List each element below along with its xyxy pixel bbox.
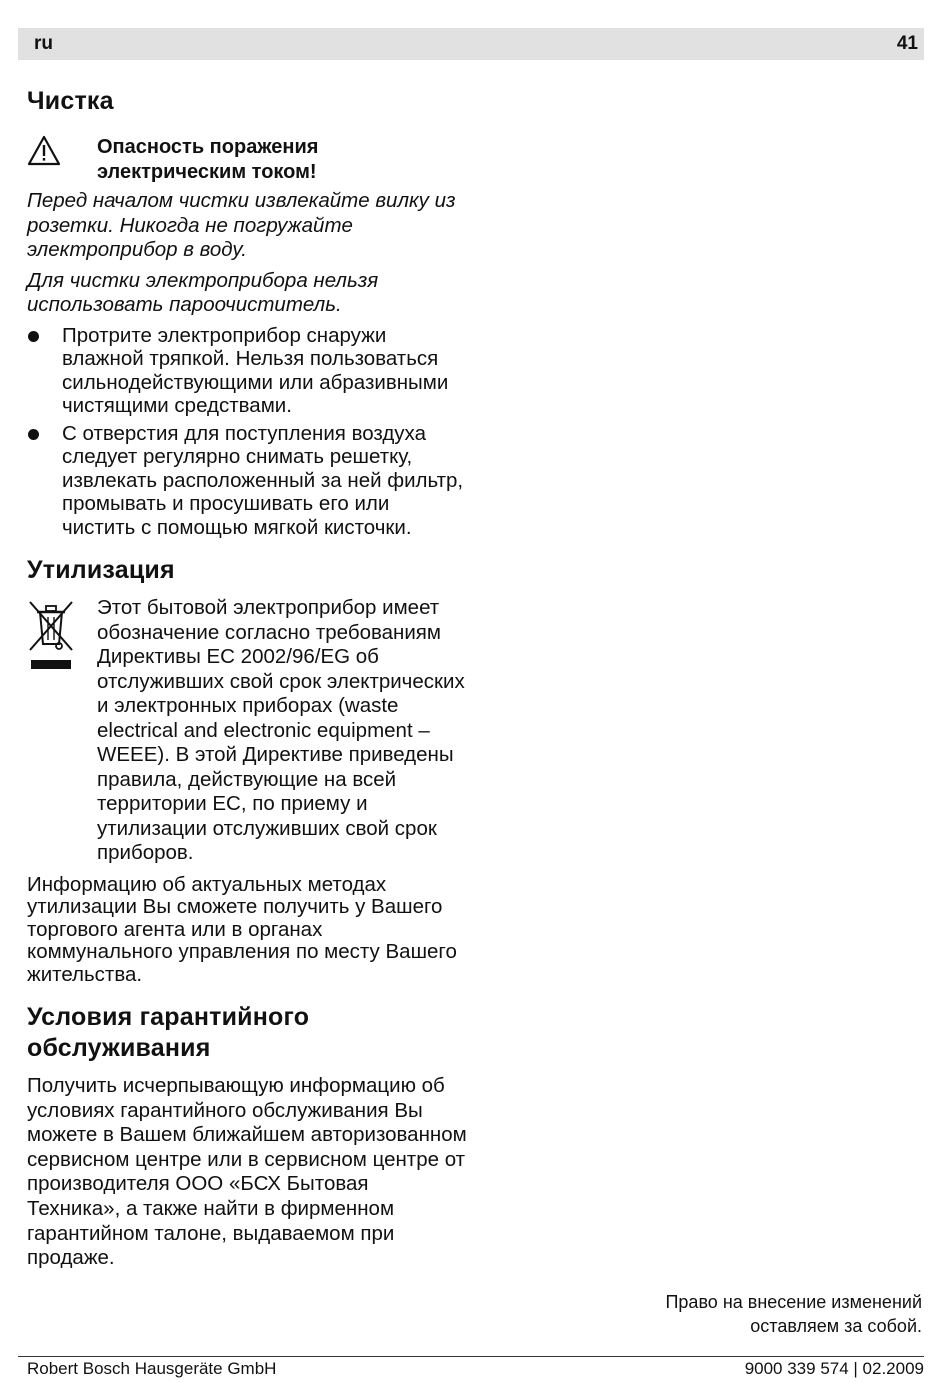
warning-block <box>27 135 467 189</box>
warning-title: Опасность поражения электрическим током! <box>97 136 319 183</box>
bullet-text: С отверстия для поступления воздуха следует регулярно снимать решетку, извлекать расположенный за ней фильтр, промывать и просушивать его или чистить с помощью мягкой кисточки. <box>62 421 464 539</box>
section-title-warranty: Условия гарантийного обслуживания <box>27 1003 310 1062</box>
list-item <box>27 324 467 418</box>
weee-text: Этот бытовой электроприбор имеет обозначение согласно требованиям Директивы ЕС 2002/96/EG об отслуживших свой срок электрических и электронных приборах (waste electrical and electronic equipment – WEEE). В этой Директиве приведены правила, действующие на всей территории ЕС, по приему и утилизации отслуживших свой срок приборов. <box>97 596 465 864</box>
cleaning-bullet-list <box>27 324 467 540</box>
warning-triangle-icon <box>27 135 61 167</box>
list-item <box>27 422 467 540</box>
main-column <box>27 86 467 1277</box>
section-title-cleaning: Чистка <box>27 87 114 115</box>
weee-block <box>27 596 467 866</box>
bullet-icon <box>28 429 39 440</box>
disposal-info: Информацию об актуальных методах утилизации Вы сможете получить у Вашего торгового агента или в органах коммунального управления по месту Вашего жительства. <box>27 872 457 986</box>
bullet-icon <box>28 331 39 342</box>
footer-doc-number: 9000 339 574 | 02.2009 <box>744 1359 924 1378</box>
cleaning-paragraph-2: Для чистки электроприбора нельзя использовать пароочиститель. <box>27 268 379 316</box>
crossed-out-wheelie-bin-icon <box>27 600 75 672</box>
language-code: ru <box>34 33 53 54</box>
warranty-text: Получить исчерпывающую информацию об условиях гарантийного обслуживания Вы можете в Вашем ближайшем авторизованном сервисном центре или в сервисном центре от производителя ООО «БСХ Бытовая Техника», а также найти в фирменном гарантийном талоне, выдаваемом при продаже. <box>27 1074 467 1270</box>
bullet-text: Протрите электроприбор снаружи влажной тряпкой. Нельзя пользоваться сильнодействующими или абразивными чистящими средствами. <box>62 323 449 417</box>
rights-note-line-2: оставляем за собой. <box>750 1316 922 1336</box>
section-title-disposal: Утилизация <box>27 556 175 584</box>
footer-divider <box>18 1356 924 1357</box>
footer-company: Robert Bosch Hausgeräte GmbH <box>27 1359 277 1378</box>
rights-note <box>665 1290 922 1338</box>
page-number: 41 <box>896 33 918 54</box>
cleaning-paragraph-1: Перед началом чистки извлекайте вилку из розетки. Никогда не погружайте электроприбор в воду. <box>27 189 456 261</box>
rights-note-line-1: Право на внесение изменений <box>665 1292 922 1312</box>
page-header <box>18 28 924 60</box>
